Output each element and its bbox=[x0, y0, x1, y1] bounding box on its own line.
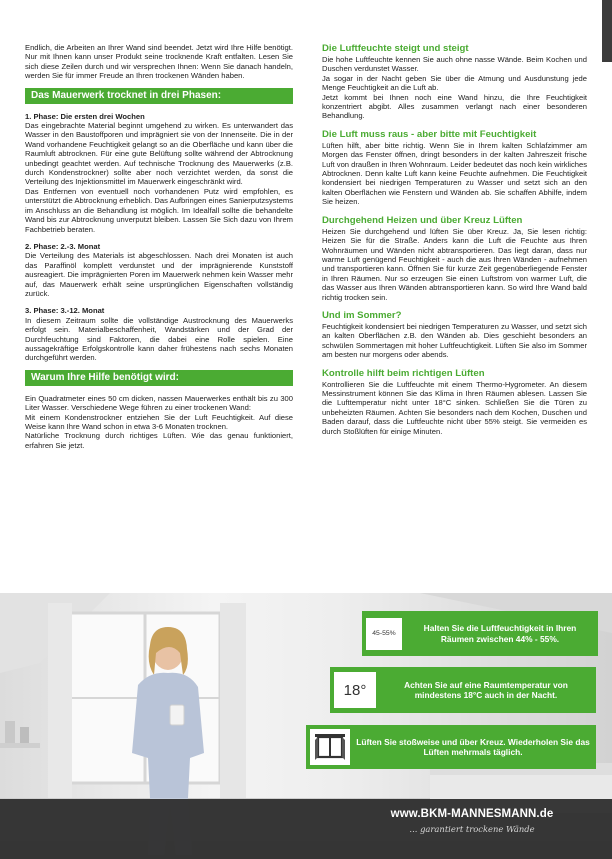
heading-summer: Und im Sommer? bbox=[322, 309, 402, 321]
tip-humidity-text: Halten Sie die Luftfeuchtigkeit in Ihren Räumen zwischen 44% - 55%. bbox=[423, 623, 577, 644]
tip-ventilation-text: Lüften Sie stoßweise und über Kreuz. Wiederholen Sie das Lüften mehrmals täglich. bbox=[356, 736, 590, 757]
tip-temperature-text: Achten Sie auf eine Raumtemperatur von mindestens 18°C auch in der Nacht. bbox=[404, 679, 568, 700]
phase3-paragraph: In diesem Zeitraum sollte die vollständige Austrocknung des Mauerwerks erfolgt sein. Materialbeschaffenheit, Wandstärken und der Grad der Durchfeuchtung sind Faktoren, die dabei eine Rolle spielen. Eine aussagekräftige Erfolgskontrolle kann daher frühestens nach sechs Monaten durchgeführt werden. bbox=[25, 315, 293, 363]
phase3-title: 3. Phase: 3.-12. Monat bbox=[25, 306, 105, 316]
website-link[interactable]: www.BKM-MANNESMANN.de bbox=[390, 808, 554, 820]
phase1-paragraph: Das eingebrachte Material beginnt umgehend zu wirken. Es unterwandert das Wasser in den Baustoffporen und imprägniert sie von der Innenseite. Die in der Wand vorhandene Feuchtigkeit gelangt so an die Oberfläche und kann über die Raumluft abtrocknen. Für eine gute Belüftung sollte während der Abtrocknung unbedingt geachtet werden. Auf technische Trocknung des Mauerwerks (z.B. durch Kondenstrockner) sollte aber noch verzichtet werden, da sonst die Verteilung des Injektionsmittel im Mauerwerk eingeschränkt wird. bbox=[25, 121, 293, 187]
tip-ventilation bbox=[306, 725, 596, 769]
intro-text: Endlich, die Arbeiten an Ihrer Wand sind beendet. Jetzt wird Ihre Hilfe benötigt. Nur mit Ihnen kann unser Produkt seine trocknende Kraft entfalten. Lesen Sie sich diese Zeilen durch und wir versprechen Ihnen: Wenn Sie danach handeln, werden Sie für immer Freude an Ihren trockenen Wänden haben. bbox=[25, 43, 293, 81]
tip-temperature bbox=[330, 667, 596, 713]
control-paragraph: Kontrollieren Sie die Luftfeuchte mit einem Thermo-Hygrometer. An diesem Messinstrument können Sie das Klima in Ihren Räumen ablesen. Lassen Sie die Lufttemperatur nicht unter 18°C sinken. Schließen Sie die Türen zu unbeheizten Räumen. Achten Sie besonders nach dem Kochen, Duschen und Baden darauf, dass die Luftfeuchte nicht über 55% steigt. Sie vermeiden es durch Stoßlüften für einige Minuten. bbox=[322, 379, 587, 436]
phase1-paragraph-2: Das Entfernen von eventuell noch vorhandenen Putz wird empfohlen, es unterstützt die Abtrocknung erheblich. Das Aufbringen eines Sanierputzsystems im Anschluss an die Behandlung ist möglich. Im Idealfall sollte die behandelte Wand bis zur Abtrocknung unverputzt bleiben. Lassen Sie Sich dazu von Ihrem Fachbetrieb beraten. bbox=[25, 186, 293, 234]
humidity-badge: 45-55% bbox=[366, 618, 402, 650]
help-paragraph-2: Mit einem Kondenstrockner entziehen Sie der Luft Feuchtigkeit. Auf diese Weise kann Ihre Wand schon in etwa 3-6 Monaten trocknen. bbox=[25, 412, 293, 431]
heat-ventilate-paragraph: Heizen Sie durchgehend und lüften Sie über Kreuz. Ja, Sie lesen richtig: Heizen Sie für die Straße. Anders kann die Luft die Feuchte aus Ihren Wohnräumen und Wänden nicht abtransportieren. Das liegt daran, dass nur warme Luft genügend Feuchtigkeit - auch die aus Ihren Wänden - aufnehmen und transportieren kann. Öffnen Sie für kurze Zeit gegenüberliegende Fenster in Ihren Räumen. Nur so erzeugen Sie einen Luftstrom von warmer Luft, die das Wasser aus Ihren Wänden abtransportieren kann. So wird Ihre Wand bald richtig trocken sein. bbox=[322, 226, 587, 302]
section-band-phases: Das Mauerwerk trocknet in drei Phasen: bbox=[25, 88, 293, 104]
heading-air-out: Die Luft muss raus - aber bitte mit Feuchtigkeit bbox=[322, 128, 537, 140]
tip-humidity bbox=[362, 611, 598, 656]
section-band-help: Warum Ihre Hilfe benötigt wird: bbox=[25, 370, 293, 386]
humidity-paragraph-2: Ja sogar in der Nacht geben Sie über die Atmung und Ausdunstung jede Menge Feuchtigkeit an die Luft ab. bbox=[322, 73, 587, 93]
heading-control: Kontrolle hilft beim richtigen Lüften bbox=[322, 367, 485, 379]
side-tab bbox=[602, 0, 612, 62]
humidity-paragraph-3: Jetzt kommt bei Ihnen noch eine Wand hinzu, die Ihre Feuchtigkeit konzentriert abgibt. Alles zusammen verlangt nach einer besonderen Behandlung. bbox=[322, 92, 587, 121]
heading-humidity-rises: Die Luftfeuchte steigt und steigt bbox=[322, 43, 469, 54]
phase2-paragraph: Die Verteilung des Materials ist abgeschlossen. Nach drei Monaten ist auch das Paraffinöl komplett verdunstet und der imprägnierende Kunststoff ausreagiert. Die imprägnierten Poren im Mauerwerk nehmen kein Wasser mehr auf, das Mauerwerk erhält seine ursprünglichen Eigenschaften vollständig zurück. bbox=[25, 251, 293, 298]
phase2-title: 2. Phase: 2.-3. Monat bbox=[25, 241, 101, 251]
window-icon bbox=[315, 734, 345, 760]
footer-bar bbox=[0, 799, 612, 859]
left-column bbox=[25, 43, 293, 450]
temperature-badge: 18° bbox=[334, 672, 376, 708]
help-paragraph-3: Natürliche Trocknung durch richtiges Lüften. Wie das genau funktioniert, erfahren Sie jetzt. bbox=[25, 431, 293, 450]
help-paragraph-1: Ein Quadratmeter eines 50 cm dicken, nassen Mauerwerkes enthält bis zu 300 Liter Wasser. Verschiedene Wege führen zu einer trockenen Wand: bbox=[25, 393, 293, 413]
humidity-paragraph-1: Die hohe Luftfeuchte kennen Sie auch ohne nasse Wände. Beim Kochen und Duschen verdunstet Wasser. bbox=[322, 55, 587, 74]
right-column bbox=[322, 43, 587, 436]
air-out-paragraph: Lüften hilft, aber bitte richtig. Wenn Sie in Ihrem kalten Schlafzimmer am Morgen das Fenster öffnen, dringt besonders in der kalten Jahreszeit frische Luft von draußen in Ihren Wohnraum. Leider bedeutet das noch kein wirkliches Abtrocknen. Denn kalte Luft kann keine Feuchte aufnehmen. Die Feuchtigkeit kondensiert bei niedrigen Temperaturen zu Wasser und setzt sich an den kalten Oberflächen wie Fenstern und Wänden ab. Sie schaffen Abhilfe, indem Sie heizen. bbox=[322, 140, 587, 207]
window-icon-box bbox=[310, 729, 350, 765]
heading-heat-ventilate: Durchgehend Heizen und über Kreuz Lüften bbox=[322, 214, 523, 226]
brand-claim: ... garantiert trockene Wände bbox=[409, 824, 535, 834]
summer-paragraph: Feuchtigkeit kondensiert bei niedrigen Temperaturen zu Wasser, und setzt sich an kalten Oberflächen z.B. den Wänden ab. Dies geschieht besonders an schwülen Sommertagen mit hoher Luftfeuchtigkeit. Lüften Sie also im Sommer am besten nur morgens oder abends. bbox=[322, 321, 587, 360]
phase1-title: 1. Phase: Die ersten drei Wochen bbox=[25, 111, 145, 121]
